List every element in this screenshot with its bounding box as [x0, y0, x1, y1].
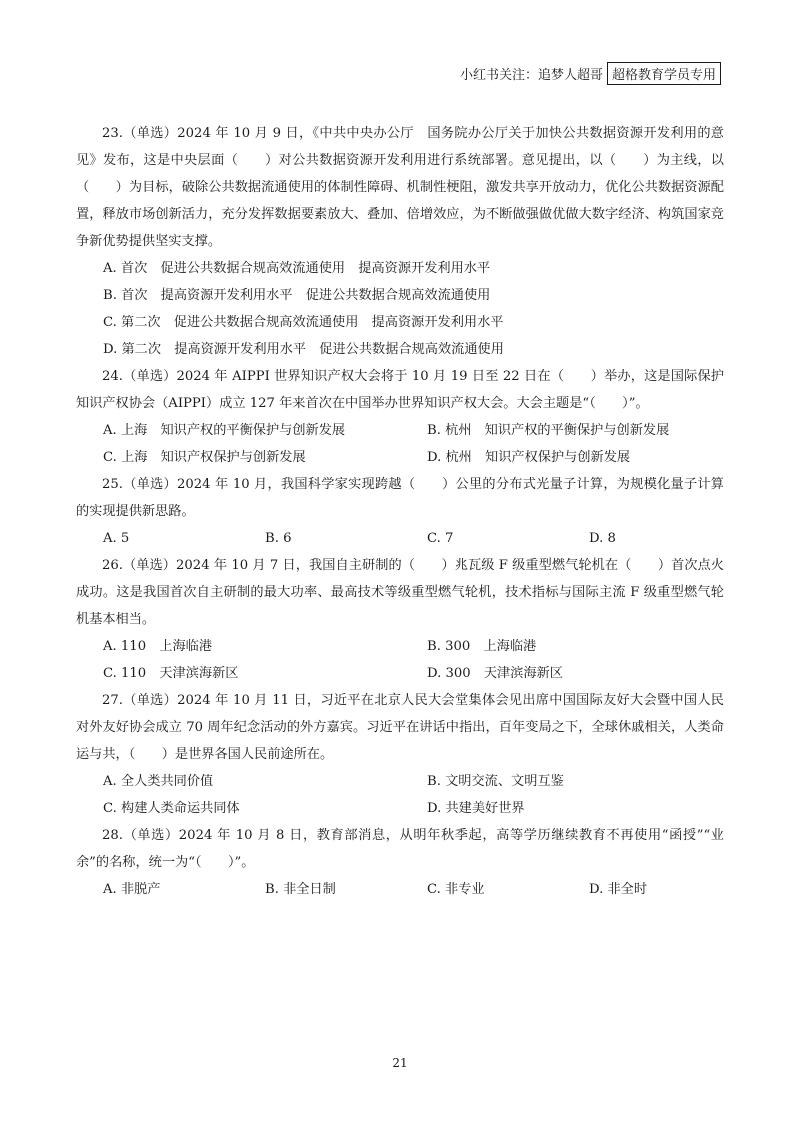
- option-a: A. 上海 知识产权的平衡保护与创新发展: [103, 423, 346, 438]
- question-28: [76, 822, 724, 903]
- option-b: B. 文明交流、文明互鉴: [427, 774, 564, 789]
- question-stem: 26.（单选）2024 年 10 月 7 日，我国自主研制的（ ）兆瓦级 F 级重型燃气轮机在（ ）首次点火成功。这是我国首次自主研制的最大功率、最高技术等级重型燃气轮机，技术指标与国际主流 F 级重型燃气轮机基本相当。: [76, 558, 724, 627]
- page-header: [460, 62, 721, 85]
- option-b: B. 杭州 知识产权的平衡保护与创新发展: [427, 423, 670, 438]
- question-26: [76, 552, 724, 687]
- option-b: B. 6: [265, 531, 292, 546]
- option-c: C. 非专业: [427, 882, 485, 897]
- question-list: [76, 120, 724, 903]
- option-d: D. 第二次 提高资源开发利用水平 促进公共数据合规高效流通使用: [103, 342, 504, 357]
- page-number: 21: [392, 1056, 408, 1070]
- question-stem: 28.（单选）2024 年 10 月 8 日，教育部消息，从明年秋季起，高等学历继续教育不再使用“函授”“业余”的名称，统一为“（ ）”。: [76, 828, 724, 870]
- option-b: B. 首次 提高资源开发利用水平 促进公共数据合规高效流通使用: [103, 288, 491, 303]
- option-d: D. 8: [589, 531, 616, 546]
- option-a: A. 全人类共同价值: [103, 774, 214, 789]
- option-d: D. 杭州 知识产权保护与创新发展: [427, 450, 631, 465]
- option-b: B. 300 上海临港: [427, 639, 537, 654]
- question-stem: 25.（单选）2024 年 10 月，我国科学家实现跨越（ ）公里的分布式光量子计算，为规模化量子计算的实现提供新思路。: [76, 477, 724, 519]
- option-a: A. 5: [103, 531, 130, 546]
- option-d: D. 共建美好世界: [427, 801, 525, 816]
- question-stem: 23.（单选）2024 年 10 月 9 日，《中共中央办公厅 国务院办公厅关于加快公共数据资源开发利用的意见》发布，这是中央层面（ ）对公共数据资源开发利用进行系统部署。意见提出，以（ ）为主线，以（ ）为目标，破除公共数据流通使用的体制性障碍、机制性梗阻，激发共享开放动力，优化公共数据资源配置，释放市场创新活力，充分发挥数据要素放大、叠加、倍增效应，为不断做强做优做大数字经济、构筑国家竞争新优势提供坚实支撑。: [76, 126, 724, 249]
- question-stem: 24.（单选）2024 年 AIPPI 世界知识产权大会将于 10 月 19 日至 22 日在（ ）举办，这是国际保护知识产权协会（AIPPI）成立 127 年来首次在中国举办世界知识产权大会。大会主题是“（ ）”。: [76, 369, 724, 411]
- option-c: C. 构建人类命运共同体: [103, 801, 240, 816]
- option-d: D. 300 天津滨海新区: [427, 666, 563, 681]
- option-d: D. 非全时: [589, 882, 648, 897]
- option-c: C. 7: [427, 531, 454, 546]
- option-c: C. 110 天津滨海新区: [103, 666, 239, 681]
- header-boxed-label: 超格教育学员专用: [607, 62, 721, 85]
- question-stem: 27.（单选）2024 年 10 月 11 日，习近平在北京人民大会堂集体会见出席中国国际友好大会暨中国人民对外友好协会成立 70 周年纪念活动的外方嘉宾。习近平在讲话中指出，百年变局之下，全球休戚相关，人类命运与共，（ ）是世界各国人民前途所在。: [76, 693, 724, 762]
- header-text: 小红书关注：追梦人超哥: [459, 68, 603, 83]
- option-b: B. 非全日制: [265, 882, 336, 897]
- question-27: [76, 687, 724, 822]
- question-24: [76, 363, 724, 471]
- question-23: [76, 120, 724, 363]
- option-c: C. 上海 知识产权保护与创新发展: [103, 450, 306, 465]
- option-c: C. 第二次 促进公共数据合规高效流通使用 提高资源开发利用水平: [103, 315, 504, 330]
- question-25: [76, 471, 724, 552]
- option-a: A. 首次 促进公共数据合规高效流通使用 提高资源开发利用水平: [103, 261, 491, 276]
- option-a: A. 110 上海临港: [103, 639, 213, 654]
- option-a: A. 非脱产: [103, 882, 161, 897]
